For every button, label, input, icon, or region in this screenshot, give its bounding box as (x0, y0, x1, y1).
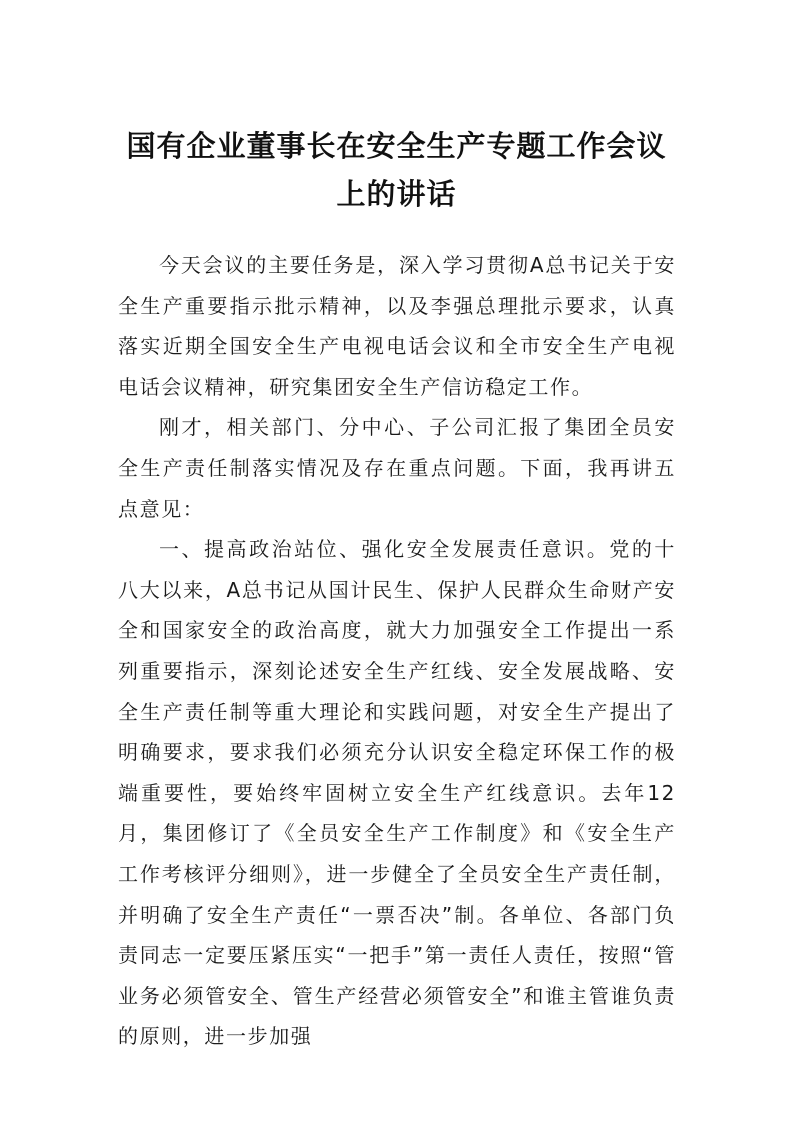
title-line-2: 上的讲话 (336, 177, 457, 211)
title-line-1: 国有企业董事长在安全生产专题工作会议 (126, 129, 667, 163)
paragraph-meeting-tasks: 今天会议的主要任务是，深入学习贯彻A总书记关于安全生产重要指示批示精神，以及李强总理批示要求，认真落实近期全国安全生产电视电话会议和全市安全生产电视电话会议精神，研究集团安全生产信访稳定工作。 (118, 253, 676, 399)
document-body (118, 245, 676, 1057)
document-title (100, 122, 693, 218)
paragraph-reports-summary: 刚才，相关部门、分中心、子公司汇报了集团全员安全生产责任制落实情况及存在重点问题。下面，我再讲五点意见： (118, 415, 676, 521)
paragraph-point-one: 一、提高政治站位、强化安全发展责任意识。党的十八大以来，A总书记从国计民生、保护人民群众生命财产安全和国家安全的政治高度，就大力加强安全工作提出一系列重要指示，深刻论述安全生产红线、安全发展战略、安全生产责任制等重大理论和实践问题，对安全生产提出了明确要求，要求我们必须充分认识安全稳定环保工作的极端重要性，要始终牢固树立安全生产红线意识。去年12月，集团修订了《全员安全生产工作制度》和《安全生产工作考核评分细则》，进一步健全了全员安全生产责任制，并明确了安全生产责任“一票否决”制。各单位、各部门负责同志一定要压紧压实“一把手”第一责任人责任，按照“管业务必须管安全、管生产经营必须管安全”和谁主管谁负责的原则，进一步加强 (118, 537, 676, 1049)
